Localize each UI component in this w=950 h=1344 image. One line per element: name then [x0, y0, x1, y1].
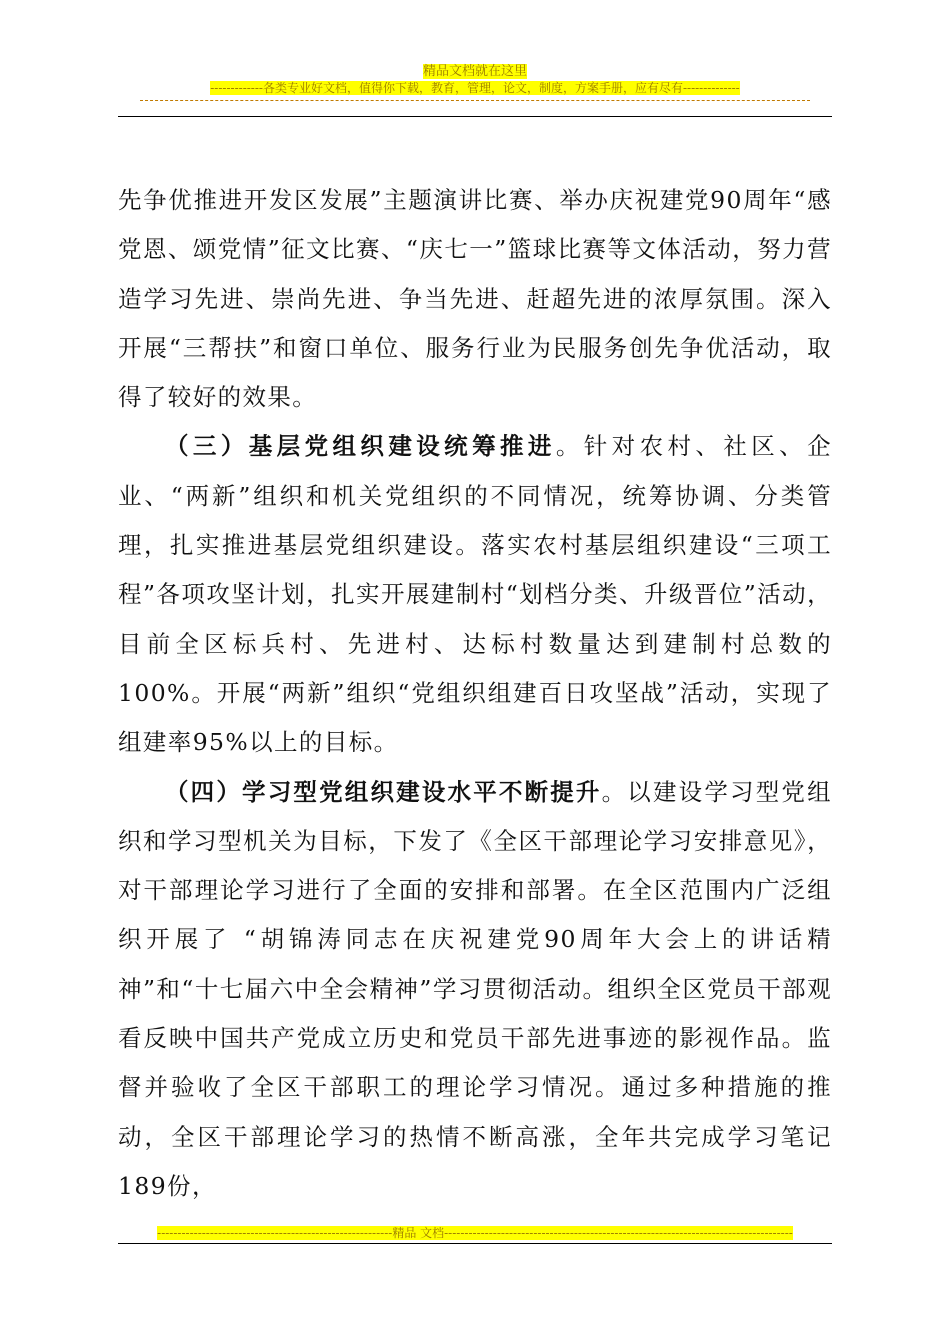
document-body	[118, 176, 832, 1211]
header-rule	[118, 116, 832, 117]
footer-text: ----------------------------------------------------------精品 文档--------------------------------------------------------------------------------------	[157, 1226, 793, 1240]
paragraph-2-heading: （三）基层党组织建设统筹推进	[165, 432, 556, 461]
paragraph-2-text: 。针对农村、社区、企业、“两新”组织和机关党组织的不同情况，统筹协调、分类管理，扎实推进基层党组织建设。落实农村基层组织建设“三项工程”各项攻坚计划，扎实开展建制村“划档分类、升级晋位”活动，目前全区标兵村、先进村、达标村数量达到建制村总数的100%。开展“两新”组织“党组织组建百日攻坚战”活动，实现了组建率95%以上的目标。	[118, 432, 832, 757]
footer-rule	[118, 1243, 832, 1244]
paragraph-1-text: 先争优推进开发区发展”主题演讲比赛、举办庆祝建党90周年“感党恩、颂党情”征文比赛、“庆七一”篮球比赛等文体活动，努力营造学习先进、崇尚先进、争当先进、赶超先进的浓厚氛围。深入开展“三帮扶”和窗口单位、服务行业为民服务创先争优活动，取得了较好的效果。	[118, 186, 832, 412]
header-subtitle: -------------各类专业好文档，值得你下载，教育，管理，论文，制度，方案手册，应有尽有--------------	[210, 81, 740, 95]
paragraph-3-heading: （四）学习型党组织建设水平不断提升	[165, 777, 602, 806]
paragraph-1	[118, 176, 832, 422]
paragraph-2	[118, 422, 832, 767]
header-dashed-line	[140, 100, 810, 101]
paragraph-3-text: 。以建设学习型党组织和学习型机关为目标，下发了《全区干部理论学习安排意见》，对干部理论学习进行了全面的安排和部署。在全区范围内广泛组织开展了 “胡锦涛同志在庆祝建党90周年大会上的讲话精神”和“十七届六中全会精神”学习贯彻活动。组织全区党员干部观看反映中国共产党成立历史和党员干部先进事迹的影视作品。监督并验收了全区干部职工的理论学习情况。通过多种措施的推动，全区干部理论学习的热情不断高涨，全年共完成学习笔记189份，	[118, 777, 832, 1200]
header-title: 精品文档就在这里	[422, 64, 527, 79]
paragraph-3	[118, 768, 832, 1212]
